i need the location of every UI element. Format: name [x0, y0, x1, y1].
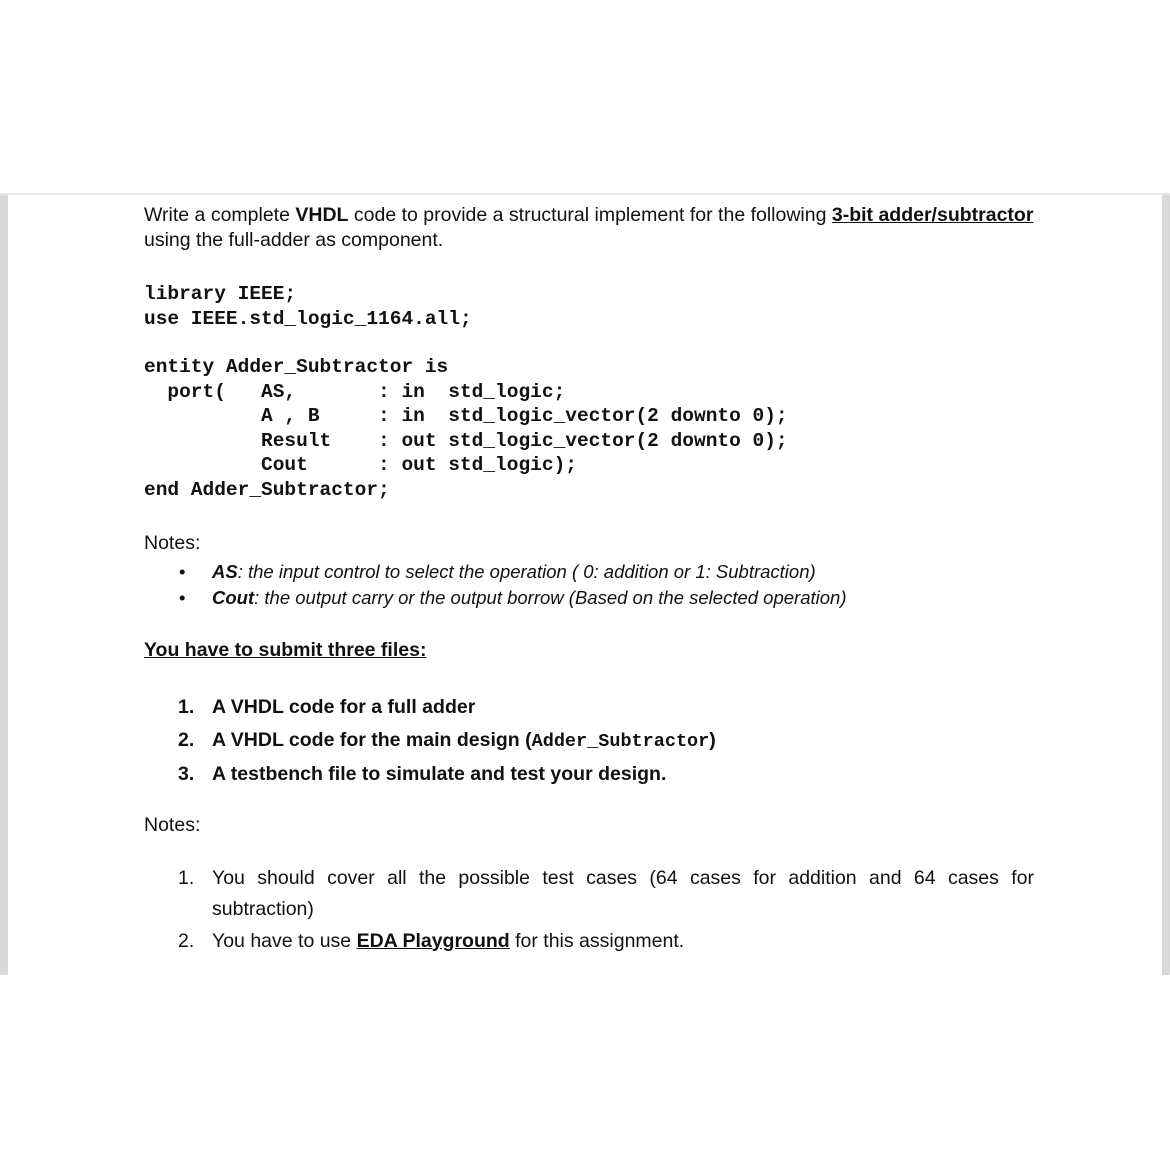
step-text: A testbench file to simulate and test your design. [212, 763, 667, 785]
step-number: 3. [178, 763, 195, 785]
intro-highlight: 3-bit adder/subtractor [831, 204, 1034, 226]
code-library-block [144, 282, 1034, 331]
submission-steps [144, 691, 1034, 791]
code-line: port( AS, : in std_logic; [144, 380, 566, 403]
document-body [144, 203, 1034, 957]
step-number: 2. [178, 728, 195, 751]
step-mono-text: Adder_Subtractor [531, 730, 710, 752]
notes-numbered-list [144, 863, 1034, 958]
notes-label-2: Notes: [144, 813, 201, 836]
intro-text-1: Write a complete [144, 204, 296, 226]
page-left-edge [0, 195, 8, 975]
notes-bullet-list [144, 559, 1034, 611]
intro-text-2: code to provide a structural implement for the following [348, 204, 832, 226]
list-item [144, 585, 1034, 611]
page-right-edge [1162, 195, 1170, 975]
note-number: 2. [178, 929, 195, 952]
code-line: Result : out std_logic_vector(2 downto 0); [144, 429, 788, 452]
list-item [144, 724, 1034, 759]
step-text: A VHDL code for the main design ( [212, 728, 532, 751]
code-line: Cout : out std_logic); [144, 454, 577, 476]
note-text: You have to use [212, 929, 357, 952]
code-line: use IEEE.std_logic_1164.all; [144, 307, 472, 330]
bullet-icon: • [179, 587, 186, 608]
note-term: Cout [212, 587, 255, 608]
note-text: : the input control to select the operation ( 0: addition or 1: Subtraction) [237, 561, 816, 582]
step-text: A VHDL code for a full adder [212, 696, 476, 718]
page-top-edge [0, 193, 1170, 195]
note-term: AS [212, 561, 238, 582]
submit-heading: You have to submit three files: [144, 639, 427, 661]
note-text-tail: for this assignment. [509, 929, 685, 952]
list-item [144, 758, 1034, 791]
code-line: library IEEE; [144, 283, 297, 305]
intro-vhdl: VHDL [295, 204, 349, 226]
list-item [144, 691, 1034, 724]
note-number: 1. [178, 866, 195, 889]
list-item [144, 559, 1034, 585]
code-line: A , B : in std_logic_vector(2 downto 0); [144, 405, 788, 427]
intro-text-3: using the full-adder as component. [144, 229, 444, 251]
step-number: 1. [178, 696, 195, 718]
code-line: end Adder_Subtractor; [144, 478, 390, 501]
notes-label-1: Notes: [144, 532, 201, 554]
code-line: entity Adder_Subtractor is [144, 356, 449, 378]
list-item [144, 926, 1034, 958]
code-entity-block [144, 355, 1034, 502]
eda-playground-link[interactable]: EDA Playground [356, 929, 510, 952]
note-text: You should cover all the possible test cases (64 cases for addition and 64 cases for subtraction) [212, 866, 1034, 920]
list-item [144, 863, 1034, 926]
intro-paragraph [144, 203, 1034, 253]
bullet-icon: • [179, 561, 186, 582]
step-text-tail: ) [709, 728, 716, 751]
note-text: : the output carry or the output borrow (Based on the selected operation) [254, 587, 847, 608]
